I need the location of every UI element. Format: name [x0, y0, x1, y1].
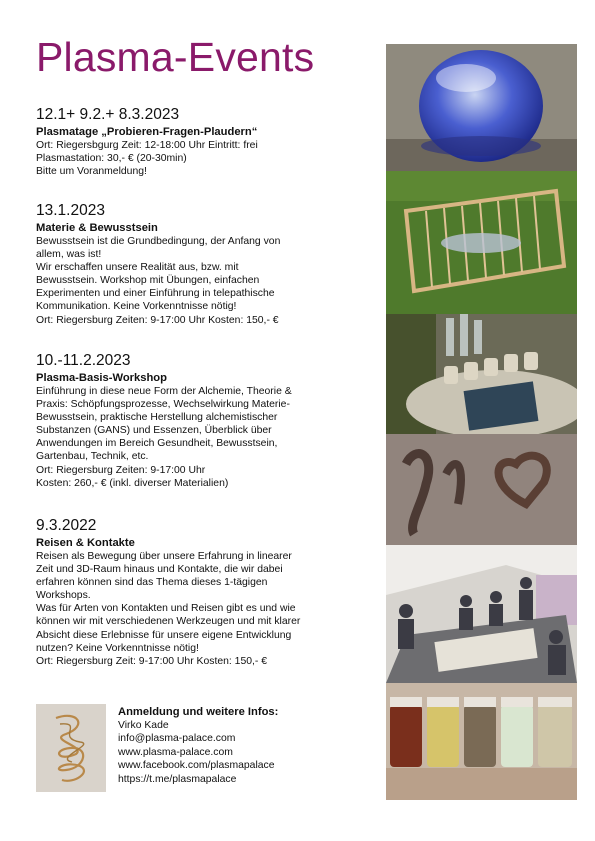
glass-sphere-photo [386, 44, 577, 171]
contact-email-link[interactable]: info@plasma-palace.com [118, 733, 236, 745]
event-text: Substanzen (GANS) und Essenzen, Überblick über [36, 425, 272, 437]
event-text: nutzen? Keine Vorkenntnisse nötig! [36, 642, 199, 654]
event-plasmatage [36, 106, 366, 178]
event-title: Plasma-Basis-Workshop [36, 372, 167, 384]
event-text: Praxis: Schöpfungsprozesse, Wechselwirkung Materie- [36, 399, 290, 411]
event-text: Experimenten und einer Einführung in telepathische [36, 288, 275, 300]
event-text: Plasmastation: 30,- € (20-30min) [36, 153, 187, 165]
event-text: Ort: Riegersburg Zeit: 9-17:00 Uhr Kosten: 150,- € [36, 655, 268, 667]
event-text: Bewusstsein ist die Grundbedingung, der Anfang von [36, 236, 281, 247]
event-text: Anwendungen im Bereich Gesundheit, Bewusstsein, [36, 438, 278, 450]
event-text: Reisen als Bewegung über unsere Erfahrung in linearer [36, 551, 292, 562]
event-reisen-kontakte [36, 517, 366, 668]
contact-telegram-link[interactable]: https://t.me/plasmapalace [118, 773, 237, 785]
event-text: Einführung in diese neue Form der Alchemie, Theorie & [36, 386, 292, 397]
jars-table-photo [386, 314, 577, 434]
foggy-heart-photo [386, 434, 577, 545]
event-text: Wir erschaffen unsere Realität aus, bzw. mit [36, 262, 239, 274]
event-text: Kosten: 260,- € (inkl. diverser Materialien) [36, 477, 229, 489]
jars-liquids-photo [386, 683, 577, 800]
event-title: Reisen & Kontakte [36, 537, 135, 549]
event-text: Ort: Riegersburg Zeiten: 9-17:00 Uhr Kosten: 150,- € [36, 314, 279, 326]
event-text: allem, was ist! [36, 249, 102, 261]
event-text: Bewusstsein, praktische Herstellung alchemistischer [36, 412, 278, 424]
event-text: Zeit und 3D-Raum hinaus und Kontakte, die wir dabei [36, 564, 283, 576]
photo-column [386, 44, 577, 800]
event-text: Ort: Riegersburg Zeiten: 9-17:00 Uhr [36, 464, 206, 476]
event-date: 9.3.2022 [36, 517, 97, 534]
page-title: Plasma-Events [36, 34, 315, 80]
contact-facebook-link[interactable]: www.facebook.com/plasmapalace [118, 760, 275, 772]
event-text: Gartenbau, Technik, etc. [36, 451, 149, 463]
event-plasma-basis-workshop [36, 352, 366, 490]
event-date: 12.1+ 9.2.+ 8.3.2023 [36, 106, 180, 123]
event-text: Was für Arten von Kontakten und Reisen gibt es und wie [36, 603, 296, 615]
event-text: Bewusstsein. Workshop mit Übungen, einfachen [36, 275, 260, 287]
event-text: Kommunikation. Keine Vorkenntnisse nötig! [36, 301, 237, 313]
contact-name: Virko Kade [118, 720, 169, 731]
workshop-group-photo [386, 545, 577, 683]
wire-art-signature-image [36, 704, 106, 792]
event-text: Workshops. [36, 590, 91, 602]
event-title: Materie & Bewusstsein [36, 222, 158, 234]
event-text: Bitte um Voranmeldung! [36, 166, 147, 178]
event-text: Absicht diese Erlebnisse für unsere eigene Entwicklung [36, 629, 292, 641]
event-text: erfahren können sind das Thema dieses 1-tägigen [36, 577, 268, 589]
contact-heading: Anmeldung und weitere Infos: [118, 706, 279, 718]
event-date: 10.-11.2.2023 [36, 352, 131, 369]
wooden-bed-photo [386, 171, 577, 314]
event-text: können wir mit verschiedenen Werkzeugen und mit klarer [36, 616, 301, 628]
contact-website-link[interactable]: www.plasma-palace.com [118, 746, 233, 758]
contact-info [118, 705, 278, 786]
event-text: Ort: Riegersbgurg Zeit: 12-18:00 Uhr Eintritt: frei [36, 140, 258, 151]
event-materie-bewusstsein [36, 202, 366, 327]
event-title: Plasmatage „Probieren-Fragen-Plaudern“ [36, 126, 258, 138]
event-date: 13.1.2023 [36, 202, 105, 219]
